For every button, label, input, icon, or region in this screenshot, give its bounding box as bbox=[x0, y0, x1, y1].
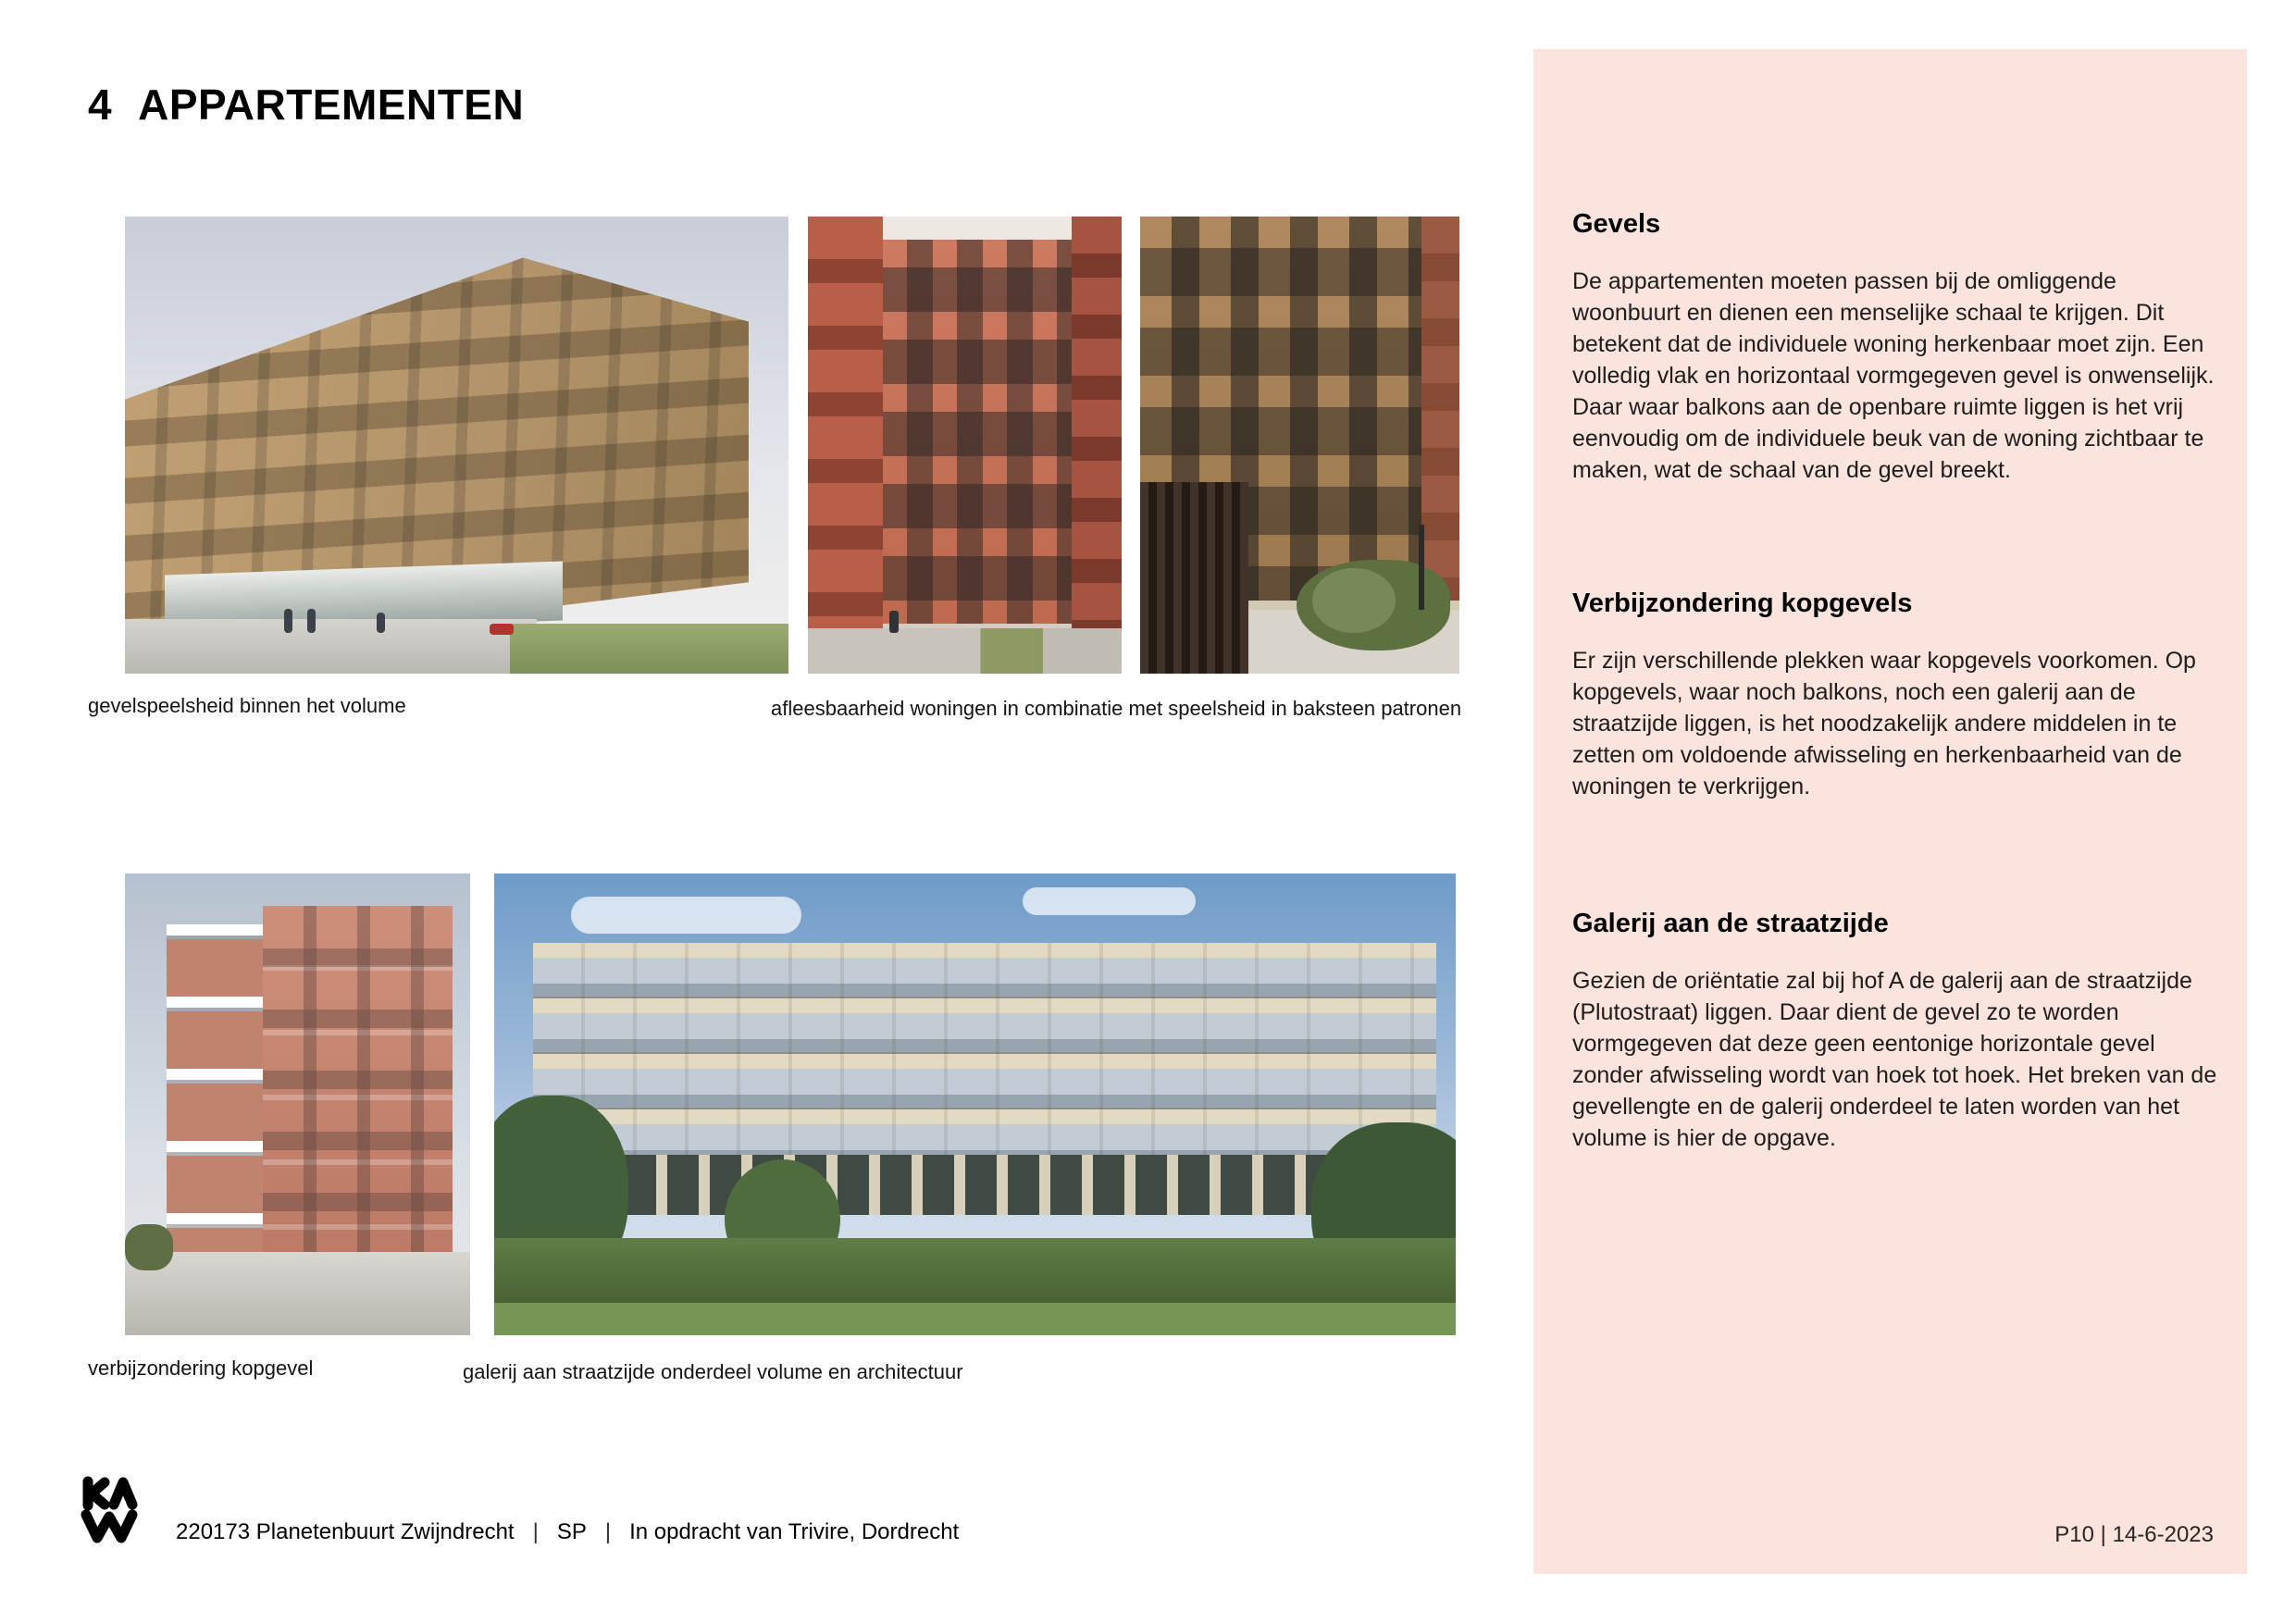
photo1-pavement bbox=[125, 619, 537, 674]
caption-verbijzondering: verbijzondering kopgevel bbox=[88, 1357, 314, 1380]
photo2-center-building bbox=[883, 240, 1071, 624]
section-gevels bbox=[1572, 208, 2227, 486]
footer-divider: | bbox=[604, 1519, 612, 1544]
photo-baksteen-patronen-hof bbox=[808, 217, 1122, 674]
section-heading: Gevels bbox=[1572, 209, 1661, 239]
photo2-right-building bbox=[1072, 217, 1122, 633]
photo3-shrubs bbox=[1312, 568, 1396, 632]
project-phase: SP bbox=[556, 1519, 587, 1544]
caption-galerij: galerij aan straatzijde onderdeel volume en architectuur bbox=[463, 1360, 963, 1383]
photo-gevelspeelsheid bbox=[125, 217, 788, 674]
section-heading: Galerij aan de straatzijde bbox=[1572, 909, 1889, 938]
photo5-cloud bbox=[1023, 887, 1196, 915]
photo1-person bbox=[307, 609, 316, 633]
photo1-person bbox=[377, 613, 385, 633]
chapter-title: APPARTEMENTEN bbox=[138, 81, 525, 129]
photo3-red-brick-strip bbox=[1421, 217, 1459, 601]
caption-afleesbaarheid: afleesbaarheid woningen in combinatie met speelsheid in baksteen patronen bbox=[771, 697, 1462, 720]
project-code-name: 220173 Planetenbuurt Zwijndrecht bbox=[176, 1519, 515, 1544]
photo1-person bbox=[284, 609, 292, 633]
chapter-number: 4 bbox=[88, 81, 113, 129]
photo-kopgevel bbox=[125, 873, 470, 1335]
photo4-bush bbox=[125, 1224, 173, 1270]
kaw-logo-icon bbox=[80, 1475, 139, 1545]
photo5-hedge bbox=[494, 1238, 1456, 1307]
project-client: In opdracht van Trivire, Dordrecht bbox=[629, 1519, 960, 1544]
footer-divider: | bbox=[532, 1519, 539, 1544]
caption-gevelspeelsheid: gevelspeelsheid binnen het volume bbox=[88, 694, 406, 717]
photo3-lamp-post bbox=[1419, 525, 1424, 610]
photo4-windows bbox=[263, 906, 453, 1257]
photo4-balcony-facade bbox=[167, 924, 263, 1257]
photo3-slat-fence bbox=[1140, 482, 1248, 674]
photo1-grass bbox=[510, 624, 788, 674]
section-body: De appartementen moeten passen bij de omliggende woonbuurt en dienen een menselijke schaal te krijgen. Dit betekent dat de individuele woning herkenbaar moet zijn. Een volledig vlak en horizontaal vormgegeven gevel is onwenselijk. Daar waar balkons aan de openbare ruimte liggen is het vrij eenvoudig om de individuele beuk van de woning zichtbaar te maken, wat de schaal van de gevel breekt. bbox=[1572, 268, 2215, 483]
footer-project-info bbox=[176, 1519, 959, 1545]
photo5-cloud bbox=[571, 897, 801, 934]
photo5-grass bbox=[494, 1303, 1456, 1335]
photo5-colonnade bbox=[571, 1155, 1398, 1215]
section-body: Gezien de oriëntatie zal bij hof A de galerij aan de straatzijde (Plutostraat) liggen. Daar dient de gevel zo te worden vormgegeven dat deze geen eentonige horizontale gevel zonder afwisseling wordt van hoek tot hoek. Het breken van de gevellengte en de galerij onderdeel te laten worden van het volume is hier de opgave. bbox=[1572, 968, 2217, 1151]
photo4-paving bbox=[125, 1252, 470, 1335]
section-galerij-straatzijde bbox=[1572, 908, 2227, 1154]
section-verbijzondering-kopgevels bbox=[1572, 588, 2227, 802]
section-heading: Verbijzondering kopgevels bbox=[1572, 588, 1913, 618]
photo2-ground bbox=[808, 628, 1122, 674]
photo-baksteen-gevel bbox=[1140, 217, 1459, 674]
photo1-scooter bbox=[490, 624, 514, 635]
photo2-person bbox=[889, 611, 899, 633]
sidebar-panel bbox=[1533, 49, 2247, 1574]
page-number-date: P10 | 14-6-2023 bbox=[2054, 1522, 2214, 1547]
page-title bbox=[88, 80, 524, 130]
photo-galerij-straatzijde bbox=[494, 873, 1456, 1335]
photo2-left-building bbox=[808, 217, 883, 633]
section-body: Er zijn verschillende plekken waar kopgevels voorkomen. Op kopgevels, waar noch balkons, noch een galerij aan de straatzijde liggen, is het noodzakelijk andere middelen in te zetten om voldoende afwisseling en herkenbaarheid van de woningen te verkrijgen. bbox=[1572, 648, 2196, 799]
